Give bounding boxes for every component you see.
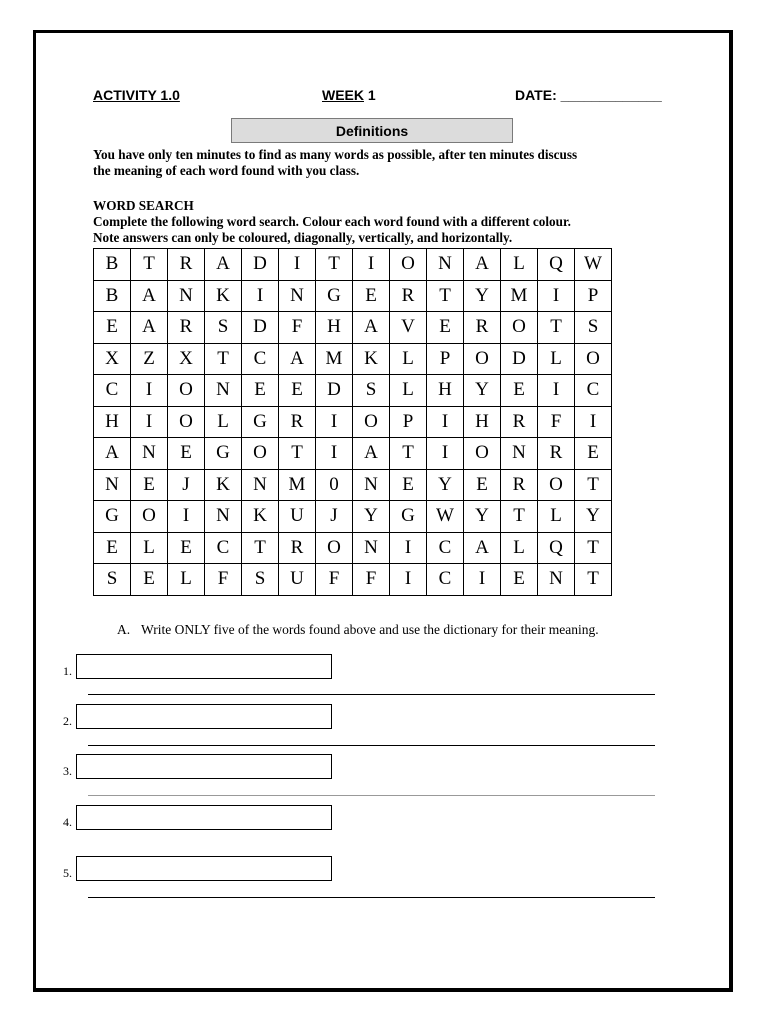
grid-cell[interactable]: O (242, 438, 279, 470)
answer-meaning-line[interactable] (88, 694, 655, 695)
grid-cell[interactable]: J (168, 469, 205, 501)
grid-cell[interactable]: F (205, 564, 242, 596)
grid-cell[interactable]: Q (538, 249, 575, 281)
grid-cell[interactable]: N (131, 438, 168, 470)
grid-cell[interactable]: L (501, 532, 538, 564)
grid-row (94, 312, 612, 344)
grid-cell[interactable]: T (427, 280, 464, 312)
grid-row (94, 501, 612, 533)
grid-cell[interactable]: B (94, 249, 131, 281)
grid-cell[interactable]: C (427, 532, 464, 564)
grid-cell[interactable]: R (168, 249, 205, 281)
grid-cell[interactable]: U (279, 564, 316, 596)
word-search-grid (93, 248, 612, 596)
grid-cell[interactable]: H (316, 312, 353, 344)
grid-cell[interactable]: R (538, 438, 575, 470)
word-search-heading: WORD SEARCH (93, 198, 194, 213)
grid-cell[interactable]: O (316, 532, 353, 564)
grid-cell[interactable]: D (316, 375, 353, 407)
grid-cell[interactable]: S (94, 564, 131, 596)
grid-cell[interactable]: A (464, 532, 501, 564)
answer-number: 2. (63, 714, 72, 728)
answer-number: 4. (63, 815, 72, 829)
grid-cell[interactable]: N (242, 469, 279, 501)
grid-row (94, 564, 612, 596)
grid-cell[interactable]: C (94, 375, 131, 407)
grid-cell[interactable]: T (279, 438, 316, 470)
grid-cell[interactable]: N (205, 501, 242, 533)
grid-cell[interactable]: R (501, 406, 538, 438)
grid-cell[interactable]: E (168, 438, 205, 470)
grid-cell[interactable]: R (501, 469, 538, 501)
grid-cell[interactable]: A (353, 312, 390, 344)
grid-cell[interactable]: E (575, 438, 612, 470)
grid-cell[interactable]: B (94, 280, 131, 312)
grid-cell[interactable]: D (501, 343, 538, 375)
answer-number: 1. (63, 664, 72, 678)
intro-line-2: the meaning of each word found with you class. (93, 163, 360, 178)
week-number: 1 (364, 87, 376, 103)
grid-cell[interactable]: I (427, 406, 464, 438)
grid-cell[interactable]: E (464, 469, 501, 501)
grid-cell[interactable]: I (316, 406, 353, 438)
activity-label: ACTIVITY 1.0 (93, 87, 180, 103)
grid-cell[interactable]: 0 (316, 469, 353, 501)
grid-cell[interactable]: C (242, 343, 279, 375)
grid-row (94, 406, 612, 438)
grid-cell[interactable]: E (131, 469, 168, 501)
grid-cell[interactable]: H (94, 406, 131, 438)
grid-cell[interactable]: T (242, 532, 279, 564)
grid-cell[interactable]: A (94, 438, 131, 470)
grid-cell[interactable]: A (131, 280, 168, 312)
grid-cell[interactable]: R (168, 312, 205, 344)
grid-cell[interactable]: H (464, 406, 501, 438)
answer-word-box[interactable] (76, 754, 332, 779)
grid-cell[interactable]: N (279, 280, 316, 312)
grid-row (94, 532, 612, 564)
header-row (0, 87, 768, 107)
grid-cell[interactable]: N (353, 532, 390, 564)
instruction-text: Write ONLY five of the words found above and use the dictionary for their meaning. (141, 622, 599, 637)
grid-row (94, 438, 612, 470)
grid-cell[interactable]: D (242, 312, 279, 344)
grid-cell[interactable]: I (279, 249, 316, 281)
grid-cell[interactable]: I (575, 406, 612, 438)
grid-cell[interactable]: E (279, 375, 316, 407)
grid-cell[interactable]: I (538, 280, 575, 312)
grid-cell[interactable]: O (353, 406, 390, 438)
grid-cell[interactable]: V (390, 312, 427, 344)
grid-cell[interactable]: T (538, 312, 575, 344)
grid-cell[interactable]: I (131, 375, 168, 407)
grid-cell[interactable]: T (575, 532, 612, 564)
grid-cell[interactable]: N (501, 438, 538, 470)
grid-cell[interactable]: N (353, 469, 390, 501)
grid-cell[interactable]: I (390, 564, 427, 596)
word-search-line-1: Complete the following word search. Colour each word found with a different colour. (93, 214, 571, 229)
grid-cell[interactable]: N (538, 564, 575, 596)
week-word: WEEK (322, 87, 364, 103)
grid-cell[interactable]: Y (464, 280, 501, 312)
grid-cell[interactable]: Q (538, 532, 575, 564)
grid-cell[interactable]: E (501, 375, 538, 407)
grid-cell[interactable]: L (131, 532, 168, 564)
grid-cell[interactable]: L (538, 501, 575, 533)
grid-cell[interactable]: O (390, 249, 427, 281)
grid-cell[interactable]: E (168, 532, 205, 564)
grid-cell[interactable]: R (279, 532, 316, 564)
grid-cell[interactable]: I (316, 438, 353, 470)
grid-cell[interactable]: E (501, 564, 538, 596)
grid-cell[interactable]: T (390, 438, 427, 470)
grid-cell[interactable]: O (168, 375, 205, 407)
grid-cell[interactable]: R (279, 406, 316, 438)
grid-cell[interactable]: A (131, 312, 168, 344)
grid-cell[interactable]: P (575, 280, 612, 312)
grid-cell[interactable]: T (316, 249, 353, 281)
grid-cell[interactable]: T (575, 469, 612, 501)
grid-cell[interactable]: F (538, 406, 575, 438)
grid-cell[interactable]: E (242, 375, 279, 407)
grid-cell[interactable]: Y (575, 501, 612, 533)
answer-number: 3. (63, 764, 72, 778)
grid-cell[interactable]: N (168, 280, 205, 312)
grid-cell[interactable]: T (501, 501, 538, 533)
grid-cell[interactable]: O (464, 343, 501, 375)
grid-cell[interactable]: O (168, 406, 205, 438)
word-search-instructions (93, 198, 693, 246)
answer-meaning-line[interactable] (88, 795, 655, 796)
grid-cell[interactable]: A (279, 343, 316, 375)
grid-cell[interactable]: O (464, 438, 501, 470)
grid-cell[interactable]: W (575, 249, 612, 281)
grid-cell[interactable]: D (242, 249, 279, 281)
grid-row (94, 375, 612, 407)
grid-cell[interactable]: G (242, 406, 279, 438)
grid-cell[interactable]: O (131, 501, 168, 533)
grid-cell[interactable]: F (279, 312, 316, 344)
grid-cell[interactable]: G (205, 438, 242, 470)
grid-row (94, 249, 612, 281)
grid-cell[interactable]: W (427, 501, 464, 533)
intro-paragraph (93, 147, 693, 179)
grid-cell[interactable]: G (316, 280, 353, 312)
grid-cell[interactable]: I (464, 564, 501, 596)
grid-cell[interactable]: L (168, 564, 205, 596)
grid-cell[interactable]: A (205, 249, 242, 281)
grid-row (94, 343, 612, 375)
grid-cell[interactable]: U (279, 501, 316, 533)
grid-cell[interactable]: K (205, 280, 242, 312)
grid-cell[interactable]: O (501, 312, 538, 344)
grid-cell[interactable]: G (390, 501, 427, 533)
grid-cell[interactable]: M (279, 469, 316, 501)
grid-cell[interactable]: S (242, 564, 279, 596)
grid-cell[interactable]: I (168, 501, 205, 533)
grid-cell[interactable]: M (501, 280, 538, 312)
grid-cell[interactable]: F (316, 564, 353, 596)
grid-cell[interactable]: A (353, 438, 390, 470)
grid-cell[interactable]: E (94, 532, 131, 564)
grid-cell[interactable]: C (427, 564, 464, 596)
grid-cell[interactable]: Y (427, 469, 464, 501)
grid-cell[interactable]: L (390, 375, 427, 407)
grid-cell[interactable]: X (168, 343, 205, 375)
answer-meaning-line[interactable] (88, 745, 655, 746)
grid-cell[interactable]: O (538, 469, 575, 501)
date-label: DATE: _____________ (515, 87, 662, 103)
grid-cell[interactable]: L (501, 249, 538, 281)
grid-cell[interactable]: L (538, 343, 575, 375)
grid-cell[interactable]: S (205, 312, 242, 344)
grid-cell[interactable]: K (242, 501, 279, 533)
grid-cell[interactable]: I (242, 280, 279, 312)
grid-cell[interactable]: S (575, 312, 612, 344)
grid-cell[interactable]: X (94, 343, 131, 375)
grid-cell[interactable]: J (316, 501, 353, 533)
grid-row (94, 469, 612, 501)
answer-number: 5. (63, 866, 72, 880)
grid-cell[interactable]: Y (464, 375, 501, 407)
grid-cell[interactable]: R (464, 312, 501, 344)
grid-cell[interactable]: S (353, 375, 390, 407)
grid-cell[interactable]: E (353, 280, 390, 312)
grid-cell[interactable]: I (427, 438, 464, 470)
grid-cell[interactable]: T (131, 249, 168, 281)
answer-word-box[interactable] (76, 654, 332, 679)
week-label (322, 87, 376, 103)
grid-cell[interactable]: G (94, 501, 131, 533)
instruction-letter: A. (117, 622, 131, 637)
grid-row (94, 280, 612, 312)
answer-word-box[interactable] (76, 805, 332, 830)
grid-cell[interactable]: Y (464, 501, 501, 533)
grid-cell[interactable]: L (390, 343, 427, 375)
grid-cell[interactable]: O (575, 343, 612, 375)
grid-cell[interactable]: E (427, 312, 464, 344)
answer-word-box[interactable] (76, 856, 332, 881)
grid-cell[interactable]: K (205, 469, 242, 501)
grid-cell[interactable]: F (353, 564, 390, 596)
intro-line-1: You have only ten minutes to find as many words as possible, after ten minutes discuss (93, 147, 578, 162)
grid-cell[interactable]: N (205, 375, 242, 407)
grid-cell[interactable]: E (131, 564, 168, 596)
grid-cell[interactable]: R (390, 280, 427, 312)
grid-cell[interactable]: L (205, 406, 242, 438)
answer-word-box[interactable] (76, 704, 332, 729)
grid-cell[interactable]: Y (353, 501, 390, 533)
grid-cell[interactable]: M (316, 343, 353, 375)
grid-cell[interactable]: P (390, 406, 427, 438)
grid-cell[interactable]: E (390, 469, 427, 501)
answer-meaning-line[interactable] (88, 897, 655, 898)
grid-cell[interactable]: C (205, 532, 242, 564)
grid-cell[interactable]: I (353, 249, 390, 281)
grid-cell[interactable]: I (390, 532, 427, 564)
grid-cell[interactable]: H (427, 375, 464, 407)
grid-cell[interactable]: Z (131, 343, 168, 375)
grid-cell[interactable]: I (131, 406, 168, 438)
grid-cell[interactable]: N (94, 469, 131, 501)
grid-cell[interactable]: K (353, 343, 390, 375)
grid-cell[interactable]: T (205, 343, 242, 375)
grid-cell[interactable]: C (575, 375, 612, 407)
instruction-a (117, 622, 599, 638)
grid-cell[interactable]: I (538, 375, 575, 407)
grid-cell[interactable]: T (575, 564, 612, 596)
grid-cell[interactable]: E (94, 312, 131, 344)
grid-cell[interactable]: A (464, 249, 501, 281)
grid-cell[interactable]: P (427, 343, 464, 375)
word-search-line-2: Note answers can only be coloured, diagonally, vertically, and horizontally. (93, 230, 513, 245)
section-title-definitions: Definitions (231, 118, 513, 143)
grid-cell[interactable]: N (427, 249, 464, 281)
